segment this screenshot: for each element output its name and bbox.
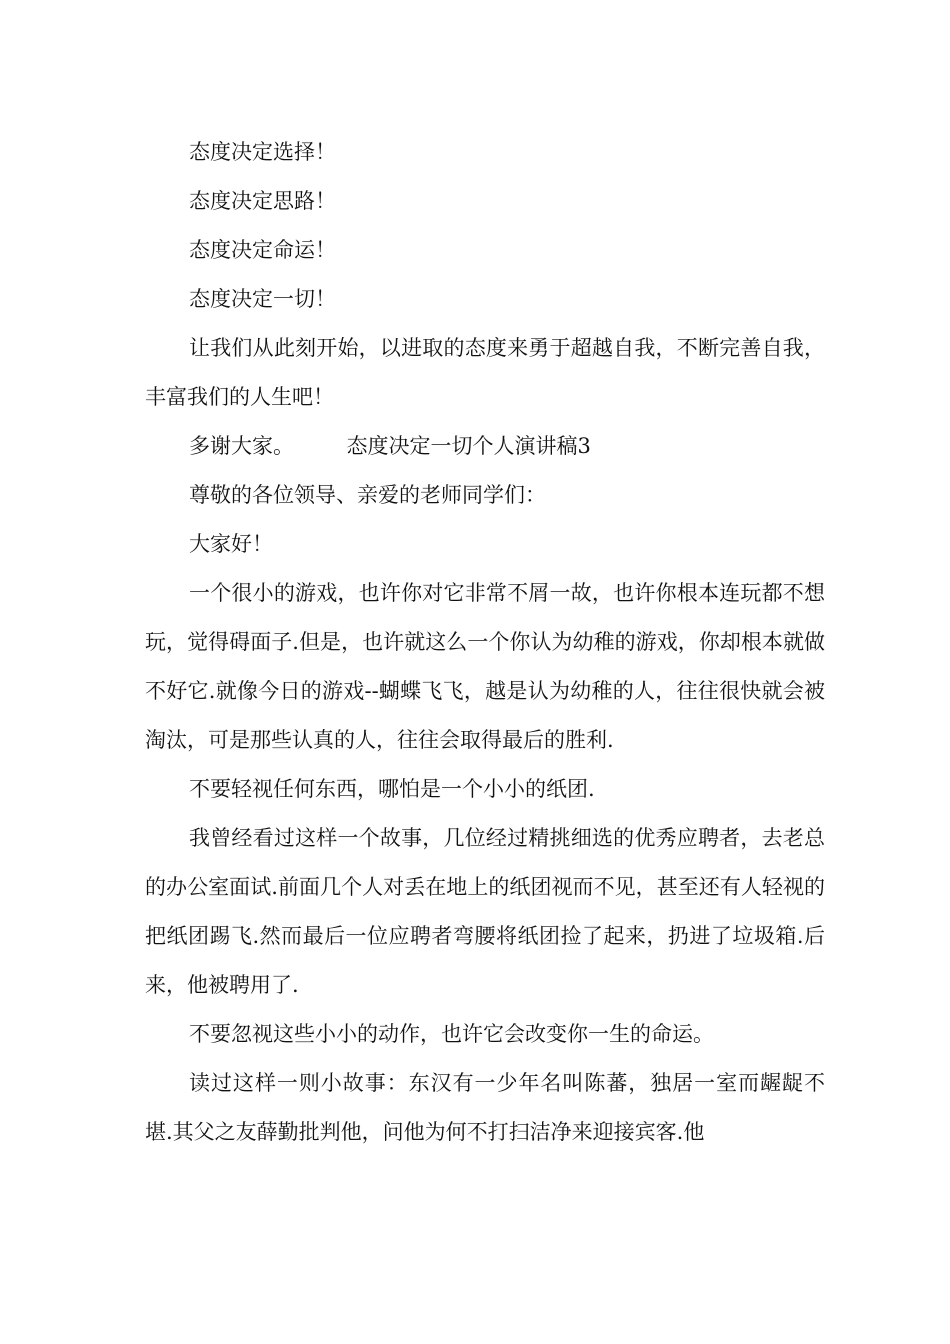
paragraph: 态度决定选择！: [189, 140, 336, 164]
paragraph: 态度决定一切！: [189, 287, 336, 311]
paragraph: 多谢大家。 态度决定一切个人演讲稿3: [189, 434, 591, 458]
paragraph: 态度决定思路！: [189, 189, 336, 213]
paragraph: 一个很小的游戏，也许你对它非常不屑一故，也许你根本连玩都不想玩，觉得碍面子.但是，也许就这么一个你认为幼稚的游戏，你却根本就做不好它.就像今日的游戏--蝴蝶飞飞，越是认为幼稚的人，往往很快就会被淘汰，可是那些认真的人，往往会取得最后的胜利.: [145, 581, 825, 752]
document-body: [145, 128, 825, 1157]
paragraph: 尊敬的各位领导、亲爱的老师同学们：: [189, 483, 546, 507]
paragraph: 我曾经看过这样一个故事，几位经过精挑细选的优秀应聘者，去老总的办公室面试.前面几个人对丢在地上的纸团视而不见，甚至还有人轻视的把纸团踢飞.然而最后一位应聘者弯腰将纸团捡了起来，扔进了垃圾箱.后来，他被聘用了.: [145, 826, 825, 997]
paragraph: 读过这样一则小故事：东汉有一少年名叫陈蕃，独居一室而龌龊不堪.其父之友薛勤批判他，问他为何不打扫洁净来迎接宾客.他: [145, 1071, 825, 1144]
paragraph: 态度决定命运！: [189, 238, 336, 262]
paragraph: 让我们从此刻开始，以进取的态度来勇于超越自我，不断完善自我，丰富我们的人生吧！: [145, 336, 825, 409]
paragraph: 不要轻视任何东西，哪怕是一个小小的纸团.: [189, 777, 595, 801]
paragraph: 不要忽视这些小小的动作，也许它会改变你一生的命运。: [189, 1022, 714, 1046]
paragraph: 大家好！: [189, 532, 273, 556]
